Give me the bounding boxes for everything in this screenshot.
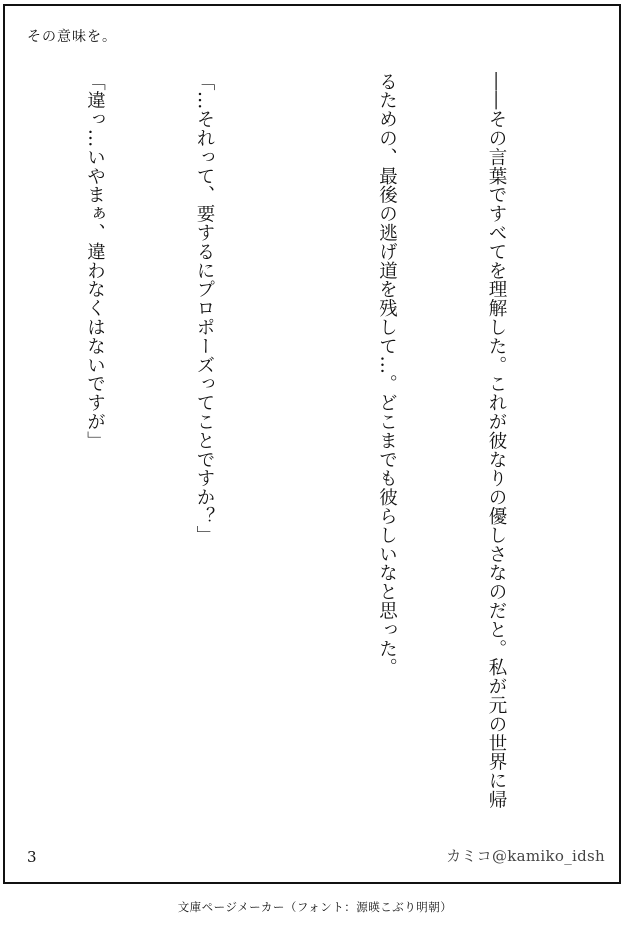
running-title: その意味を。 [27, 29, 117, 45]
body-line: るための、最後の逃げ道を残して…。どこまでも彼らしいなと思った。 [376, 72, 398, 677]
body-line: 「…それって、要するにプロポーズってことですか？」 [194, 72, 215, 545]
vertical-body-text [0, 72, 587, 852]
book-page [3, 4, 621, 884]
generator-credit: 文庫ページメーカー（フォント：源暎こぶり明朝） [177, 900, 453, 914]
body-line: ――その言葉ですべてを理解した。これが彼なりの優しさなのだと。私が元の世界に帰 [486, 72, 507, 810]
body-line: 「違っ…いやまぁ、違わなくはないですが」 [84, 72, 106, 450]
author-credit: カミコ@kamiko_idsh [446, 847, 605, 865]
page-number: 3 [27, 848, 37, 866]
